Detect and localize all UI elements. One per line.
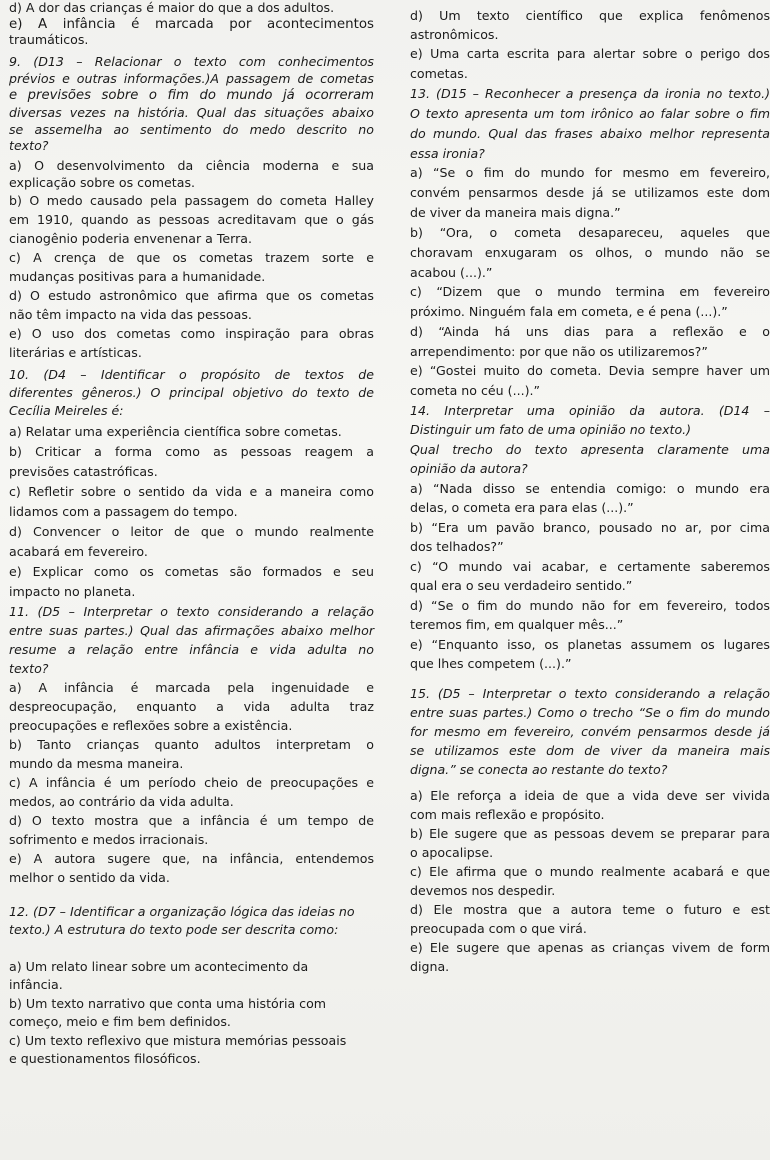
question-11-heading: texto? xyxy=(9,661,49,676)
option-c: devemos nos despedir. xyxy=(410,883,556,898)
option-b: o apocalipse. xyxy=(410,845,494,860)
option-c: mudanças positivas para a humanidade. xyxy=(9,269,266,284)
question-11-heading: entre suas partes.) Qual das afirmações abaixo melhor xyxy=(9,623,374,638)
option-b: acabou (...).” xyxy=(410,265,493,280)
option-b: previsões catastróficas. xyxy=(9,464,158,479)
option-a: a) “Se o fim do mundo for mesmo em fevereiro, xyxy=(410,165,770,180)
option-b: choravam enxugaram os olhos, o mundo não se xyxy=(410,245,770,260)
option-b: b) Criticar a forma como as pessoas reagem a xyxy=(9,444,374,459)
option-d: não têm impacto na vida das pessoas. xyxy=(9,307,252,322)
option-b: dos telhados?” xyxy=(410,539,504,554)
option-c: c) Ele afirma que o mundo realmente acabará e que xyxy=(410,864,770,879)
question-13-heading: do mundo. Qual das frases abaixo melhor representa xyxy=(410,126,770,141)
option-e: e) Ele sugere que apenas as crianças vivem de form xyxy=(410,940,770,955)
question-11-heading: 11. (D5 – Interpretar o texto considerando a relação xyxy=(9,604,374,619)
option-d: d) Ele mostra que a autora teme o futuro e est xyxy=(410,902,770,917)
option-b: mundo da mesma maneira. xyxy=(9,756,184,771)
option-d: preocupada com o que virá. xyxy=(410,921,587,936)
question-9-heading: texto? xyxy=(9,138,49,153)
option-d: sofrimento e medos irracionais. xyxy=(9,832,209,847)
option-b: b) Tanto crianças quanto adultos interpretam o xyxy=(9,737,374,752)
option-a: despreocupação, enquanto a vida adulta traz xyxy=(9,699,374,714)
question-13-heading: 13. (D15 – Reconhecer a presença da ironia no texto.) xyxy=(410,86,770,101)
option-c: lidamos com a passagem do tempo. xyxy=(9,504,238,519)
option-c: c) “Dizem que o mundo termina em fevereiro xyxy=(410,284,770,299)
option-d: teremos fim, em qualquer mês...” xyxy=(410,617,624,632)
question-15-heading: for mesmo em fevereiro, convém pensarmos desde já xyxy=(410,724,770,739)
question-12-heading: 12. (D7 – Identificar a organização lógica das ideias no xyxy=(9,904,355,919)
option-a: de viver da maneira mais digna.” xyxy=(410,205,621,220)
option-b: em 1910, quando as pessoas acreditavam que o gás xyxy=(9,212,374,227)
option-b: b) Ele sugere que as pessoas devem se preparar para xyxy=(410,826,770,841)
option-e: e) Explicar como os cometas são formados e seu xyxy=(9,564,374,579)
option-d: arrependimento: por que não os utilizaremos?” xyxy=(410,344,708,359)
question-13-heading: O texto apresenta um tom irônico ao falar sobre o fim xyxy=(410,106,770,121)
option-e: cometa no céu (...).” xyxy=(410,383,541,398)
option-c: c) A infância é um período cheio de preocupações e xyxy=(9,775,374,790)
option-b: cianogênio poderia envenenar a Terra. xyxy=(9,231,253,246)
option-a: a) “Nada disso se entendia comigo: o mundo era xyxy=(410,481,770,496)
question-15-heading: 15. (D5 – Interpretar o texto considerando a relação xyxy=(410,686,770,701)
option-d: d) “Se o fim do mundo não for em fevereiro, todos xyxy=(410,598,770,613)
left-column xyxy=(9,0,374,1160)
option-a: preocupações e reflexões sobre a existência. xyxy=(9,718,293,733)
text-line: traumáticos. xyxy=(9,32,89,47)
option-d: d) Um texto científico que explica fenômenos xyxy=(410,8,770,23)
question-14-heading: opinião da autora? xyxy=(410,461,528,476)
option-d: d) O texto mostra que a infância é um tempo de xyxy=(9,813,374,828)
option-e: e) “Enquanto isso, os planetas assumem os lugares xyxy=(410,637,770,652)
option-d: astronômicos. xyxy=(410,27,499,42)
option-d: acabará em fevereiro. xyxy=(9,544,148,559)
question-13-heading: essa ironia? xyxy=(410,146,485,161)
option-a: delas, o cometa era para elas (...).” xyxy=(410,500,634,515)
option-e: que lhes competem (...).” xyxy=(410,656,572,671)
option-a: a) A infância é marcada pela ingenuidade e xyxy=(9,680,374,695)
option-a: convém pensarmos desde já se utilizamos este dom xyxy=(410,185,770,200)
option-c: c) Refletir sobre o sentido da vida e a maneira como xyxy=(9,484,374,499)
option-e: cometas. xyxy=(410,66,468,81)
option-e: melhor o sentido da vida. xyxy=(9,870,170,885)
option-a: a) O desenvolvimento da ciência moderna e sua xyxy=(9,158,374,173)
option-c: c) “O mundo vai acabar, e certamente saberemos xyxy=(410,559,770,574)
question-9-heading: e previsões sobre o fim do mundo já ocorreram xyxy=(9,88,374,103)
right-column xyxy=(410,0,770,1160)
option-a: a) Um relato linear sobre um acontecimento da xyxy=(9,959,309,974)
question-15-heading: se utilizamos este dom de viver da maneira mais xyxy=(410,743,770,758)
option-c: medos, ao contrário da vida adulta. xyxy=(9,794,234,809)
option-a: explicação sobre os cometas. xyxy=(9,175,196,190)
question-14-heading: 14. Interpretar uma opinião da autora. (D14 – xyxy=(410,403,770,418)
option-a: com mais reflexão e propósito. xyxy=(410,807,605,822)
option-a: a) Relatar uma experiência científica sobre cometas. xyxy=(9,424,342,439)
option-e: e) O uso dos cometas como inspiração para obras xyxy=(9,326,374,341)
option-b: b) “Ora, o cometa desapareceu, aqueles que xyxy=(410,225,770,240)
option-c: c) A crença de que os cometas trazem sorte e xyxy=(9,250,374,265)
option-b: começo, meio e fim bem definidos. xyxy=(9,1014,231,1029)
option-b: b) O medo causado pela passagem do cometa Halley xyxy=(9,193,374,208)
option-c: e questionamentos filosóficos. xyxy=(9,1051,201,1066)
option-d: d) Convencer o leitor de que o mundo realmente xyxy=(9,524,374,539)
option-a: a) Ele reforça a ideia de que a vida deve ser vivida xyxy=(410,788,770,803)
question-9-heading: se assemelha ao sentimento do medo descrito no xyxy=(9,122,374,137)
question-15-heading: digna.” se conecta ao restante do texto? xyxy=(410,762,668,777)
question-11-heading: resume a relação entre infância e vida adulta no xyxy=(9,642,374,657)
option-e: e) Uma carta escrita para alertar sobre o perigo dos xyxy=(410,46,770,61)
question-9-heading: 9. (D13 – Relacionar o texto com conhecimentos xyxy=(9,54,374,69)
text-line: d) A dor das crianças é maior do que a dos adultos. xyxy=(9,0,335,15)
option-b: b) “Era um pavão branco, pousado no ar, por cima xyxy=(410,520,770,535)
option-d: d) O estudo astronômico que afirma que os cometas xyxy=(9,288,374,303)
option-e: digna. xyxy=(410,959,450,974)
option-e: e) A autora sugere que, na infância, entendemos xyxy=(9,851,374,866)
option-d: d) “Ainda há uns dias para a reflexão e o xyxy=(410,324,770,339)
option-c: qual era o seu verdadeiro sentido.” xyxy=(410,578,633,593)
question-10-heading: diferentes gêneros.) O principal objetivo do texto de xyxy=(9,385,374,400)
option-c: c) Um texto reflexivo que mistura memórias pessoais xyxy=(9,1033,347,1048)
option-c: próximo. Ninguém fala em cometa, e é pena (...).” xyxy=(410,304,728,319)
option-e: literárias e artísticas. xyxy=(9,345,142,360)
text-line: e) A infância é marcada por acontecimentos xyxy=(9,17,374,32)
question-12-heading: texto.) A estrutura do texto pode ser descrita como: xyxy=(9,922,339,937)
question-15-heading: entre suas partes.) Como o trecho “Se o fim do mundo xyxy=(410,705,770,720)
question-10-heading: Cecília Meireles é: xyxy=(9,403,124,418)
question-9-heading: diversas vezes na história. Qual das situações abaixo xyxy=(9,105,374,120)
option-b: b) Um texto narrativo que conta uma história com xyxy=(9,996,327,1011)
question-9-heading: prévios e outras informações.)A passagem de cometas xyxy=(9,71,374,86)
option-e: e) “Gostei muito do cometa. Devia sempre haver um xyxy=(410,363,770,378)
question-10-heading: 10. (D4 – Identificar o propósito de textos de xyxy=(9,367,374,382)
option-e: impacto no planeta. xyxy=(9,584,136,599)
question-14-heading: Distinguir um fato de uma opinião no texto.) xyxy=(410,422,692,437)
question-14-heading: Qual trecho do texto apresenta claramente uma xyxy=(410,442,770,457)
option-a: infância. xyxy=(9,977,63,992)
